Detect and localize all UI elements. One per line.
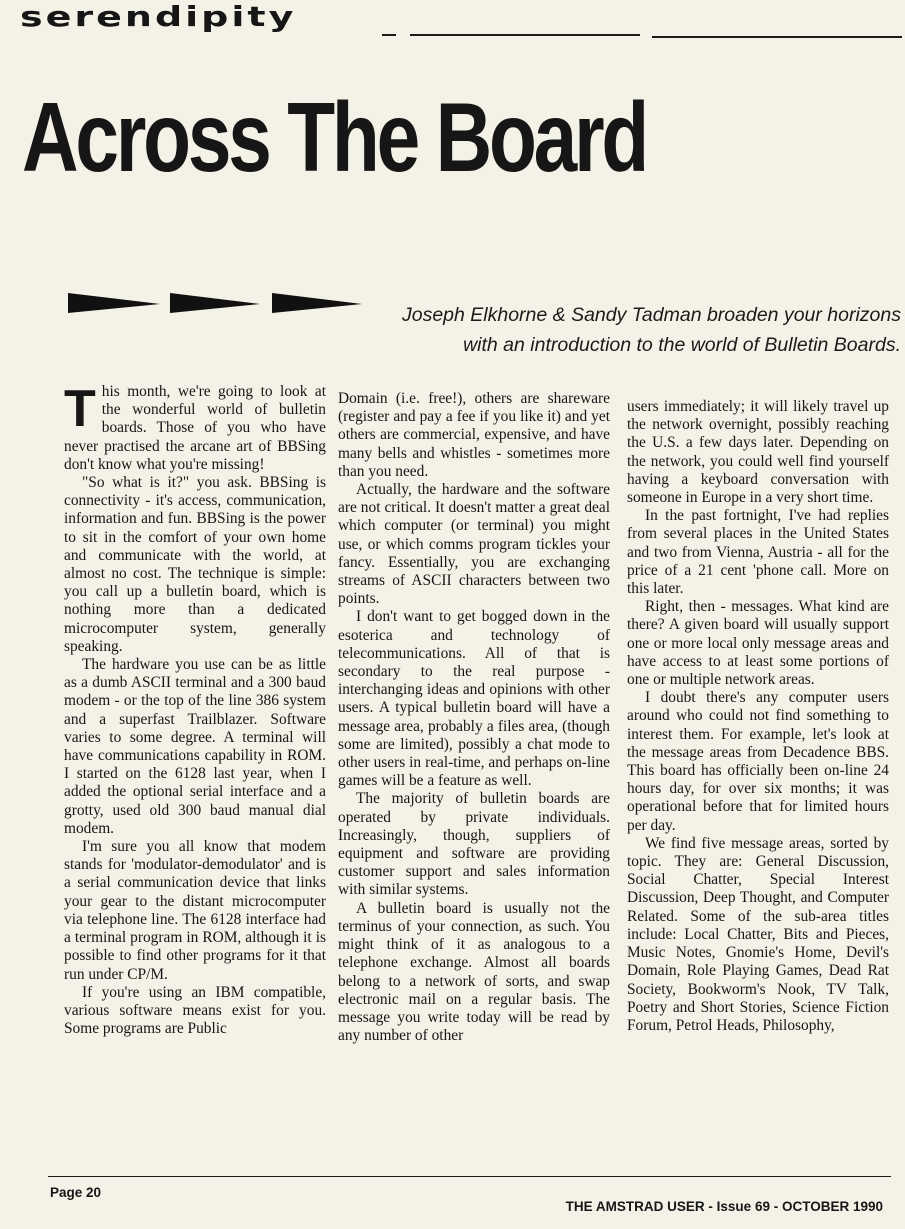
paragraph: The hardware you use can be as little as a dumb ASCII terminal and a 300 baud modem - or the top of the line 386 system and a superfast Trailblazer. Software varies to some degree. A terminal will have communications capability in ROM. I started on the 6128 last year, when I added the optional serial interface and a grotty, used old 300 baud manual dial modem. — [64, 656, 326, 837]
paragraph: In the past fortnight, I've had replies from several places in the United States and two from Vienna, Austria - all for the price of a 21 cent 'phone call. More on this later. — [627, 507, 889, 598]
paragraph: A bulletin board is usually not the terminus of your connection, as such. You might think of it as analogous to a telephone exchange. Almost all boards belong to a network of sorts, and swap electronic mail on a regular basis. The message you write today will be read by any number of other — [338, 899, 610, 1045]
standfirst-line: with an introduction to the world of Bulletin Boards. — [463, 334, 901, 356]
paragraph: I'm sure you all know that modem stands for 'modulator-demodulator' and is a serial communication device that links your gear to the distant microcomputer via telephone line. The 6128 interface had a terminal program in ROM, although it is possible to find other programs for it that run under CP/M. — [64, 838, 326, 983]
paragraph: Right, then - messages. What kind are there? A given board will usually support one or more local only message areas and have access to at least some portions of one or multiple network areas. — [627, 598, 889, 689]
standfirst — [341, 300, 901, 360]
paragraph: If you're using an IBM compatible, various software means exist for you. Some programs are Public — [64, 983, 326, 1038]
paragraph: The majority of bulletin boards are operated by private individuals. Increasingly, though, suppliers of equipment and software are providing customer support and sales information with similar systems. — [338, 790, 610, 899]
paragraph: his month, we're going to look at the wonderful world of bulletin boards. Those of you who have never practised the arcane art of BBSing don't know what you're missing! — [64, 383, 326, 473]
paragraph: Domain (i.e. free!), others are shareware (register and pay a fee if you like it) and yet others are commercial, expensive, and have many bells and whistles - sometimes more than you need. — [338, 390, 610, 480]
page-number: Page 20 — [50, 1185, 102, 1200]
paragraph: I don't want to get bogged down in the esoterica and technology of telecommunications. All of that is secondary to the real purpose - interchanging ideas and opinions with other users. A typical bulletin board will have a message area, probably a files area, (though some are limited), possibly a chat mode to other users in real-time, and perhaps on-line games will be a feature as well. — [338, 608, 610, 790]
paragraph: "So what is it?" you ask. BBSing is connectivity - it's access, communication, information and fun. BBSing is the power to sit in the comfort of your own home and communicate with the world, at almost no cost. The technique is simple: you call up a bulletin board, which is nothing more than a dedicated microcomputer system, generally speaking. — [64, 474, 326, 655]
article-column-3 — [627, 398, 889, 1035]
paragraph: Actually, the hardware and the software are not critical. It doesn't matter a great deal which computer (or terminal) you might use, or which comms program tickles your fancy. Essentially, you are exchanging streams of ASCII characters between two points. — [338, 481, 610, 608]
headline: Across The Board — [22, 82, 647, 192]
article-column-1 — [64, 380, 326, 1038]
paragraph: users immediately; it will likely travel up the network overnight, possibly reaching the U.S. a few days later. Depending on the network, you could well find yourself having a keyboard conversation with someone in Europe in a very short time. — [627, 398, 889, 507]
arrow-icon — [68, 293, 160, 313]
standfirst-line: Joseph Elkhorne & Sandy Tadman broaden your horizons — [401, 304, 901, 326]
paragraph: I doubt there's any computer users around who could not find something to interest them. For example, let's look at the message areas from Decadence BBS. This board has officially been on-line 24 hours day, for over six months; it was operational before that for limited hours per day. — [627, 689, 889, 834]
footer-rule — [48, 1176, 891, 1177]
section-label: serendipity — [20, 0, 297, 33]
arrow-icon — [170, 293, 260, 313]
drop-cap: T — [64, 380, 96, 438]
article-column-2 — [338, 390, 610, 1045]
paragraph: We find five message areas, sorted by topic. They are: General Discussion, Social Chatter, Special Interest Discussion, Deep Thought, and Computer Related. Some of the sub-area titles include: Local Chatter, Bits and Pieces, Music Notes, Gnomie's Home, Devil's Domain, Role Playing Games, Dead Rat Society, Bookworm's Nook, TV Talk, Poetry and Short Stories, Science Fiction Forum, Petrol Heads, Philosophy, — [627, 834, 889, 1034]
arrow-decoration — [68, 289, 368, 319]
publication-footer: THE AMSTRAD USER - Issue 69 - OCTOBER 1990 — [565, 1199, 883, 1214]
